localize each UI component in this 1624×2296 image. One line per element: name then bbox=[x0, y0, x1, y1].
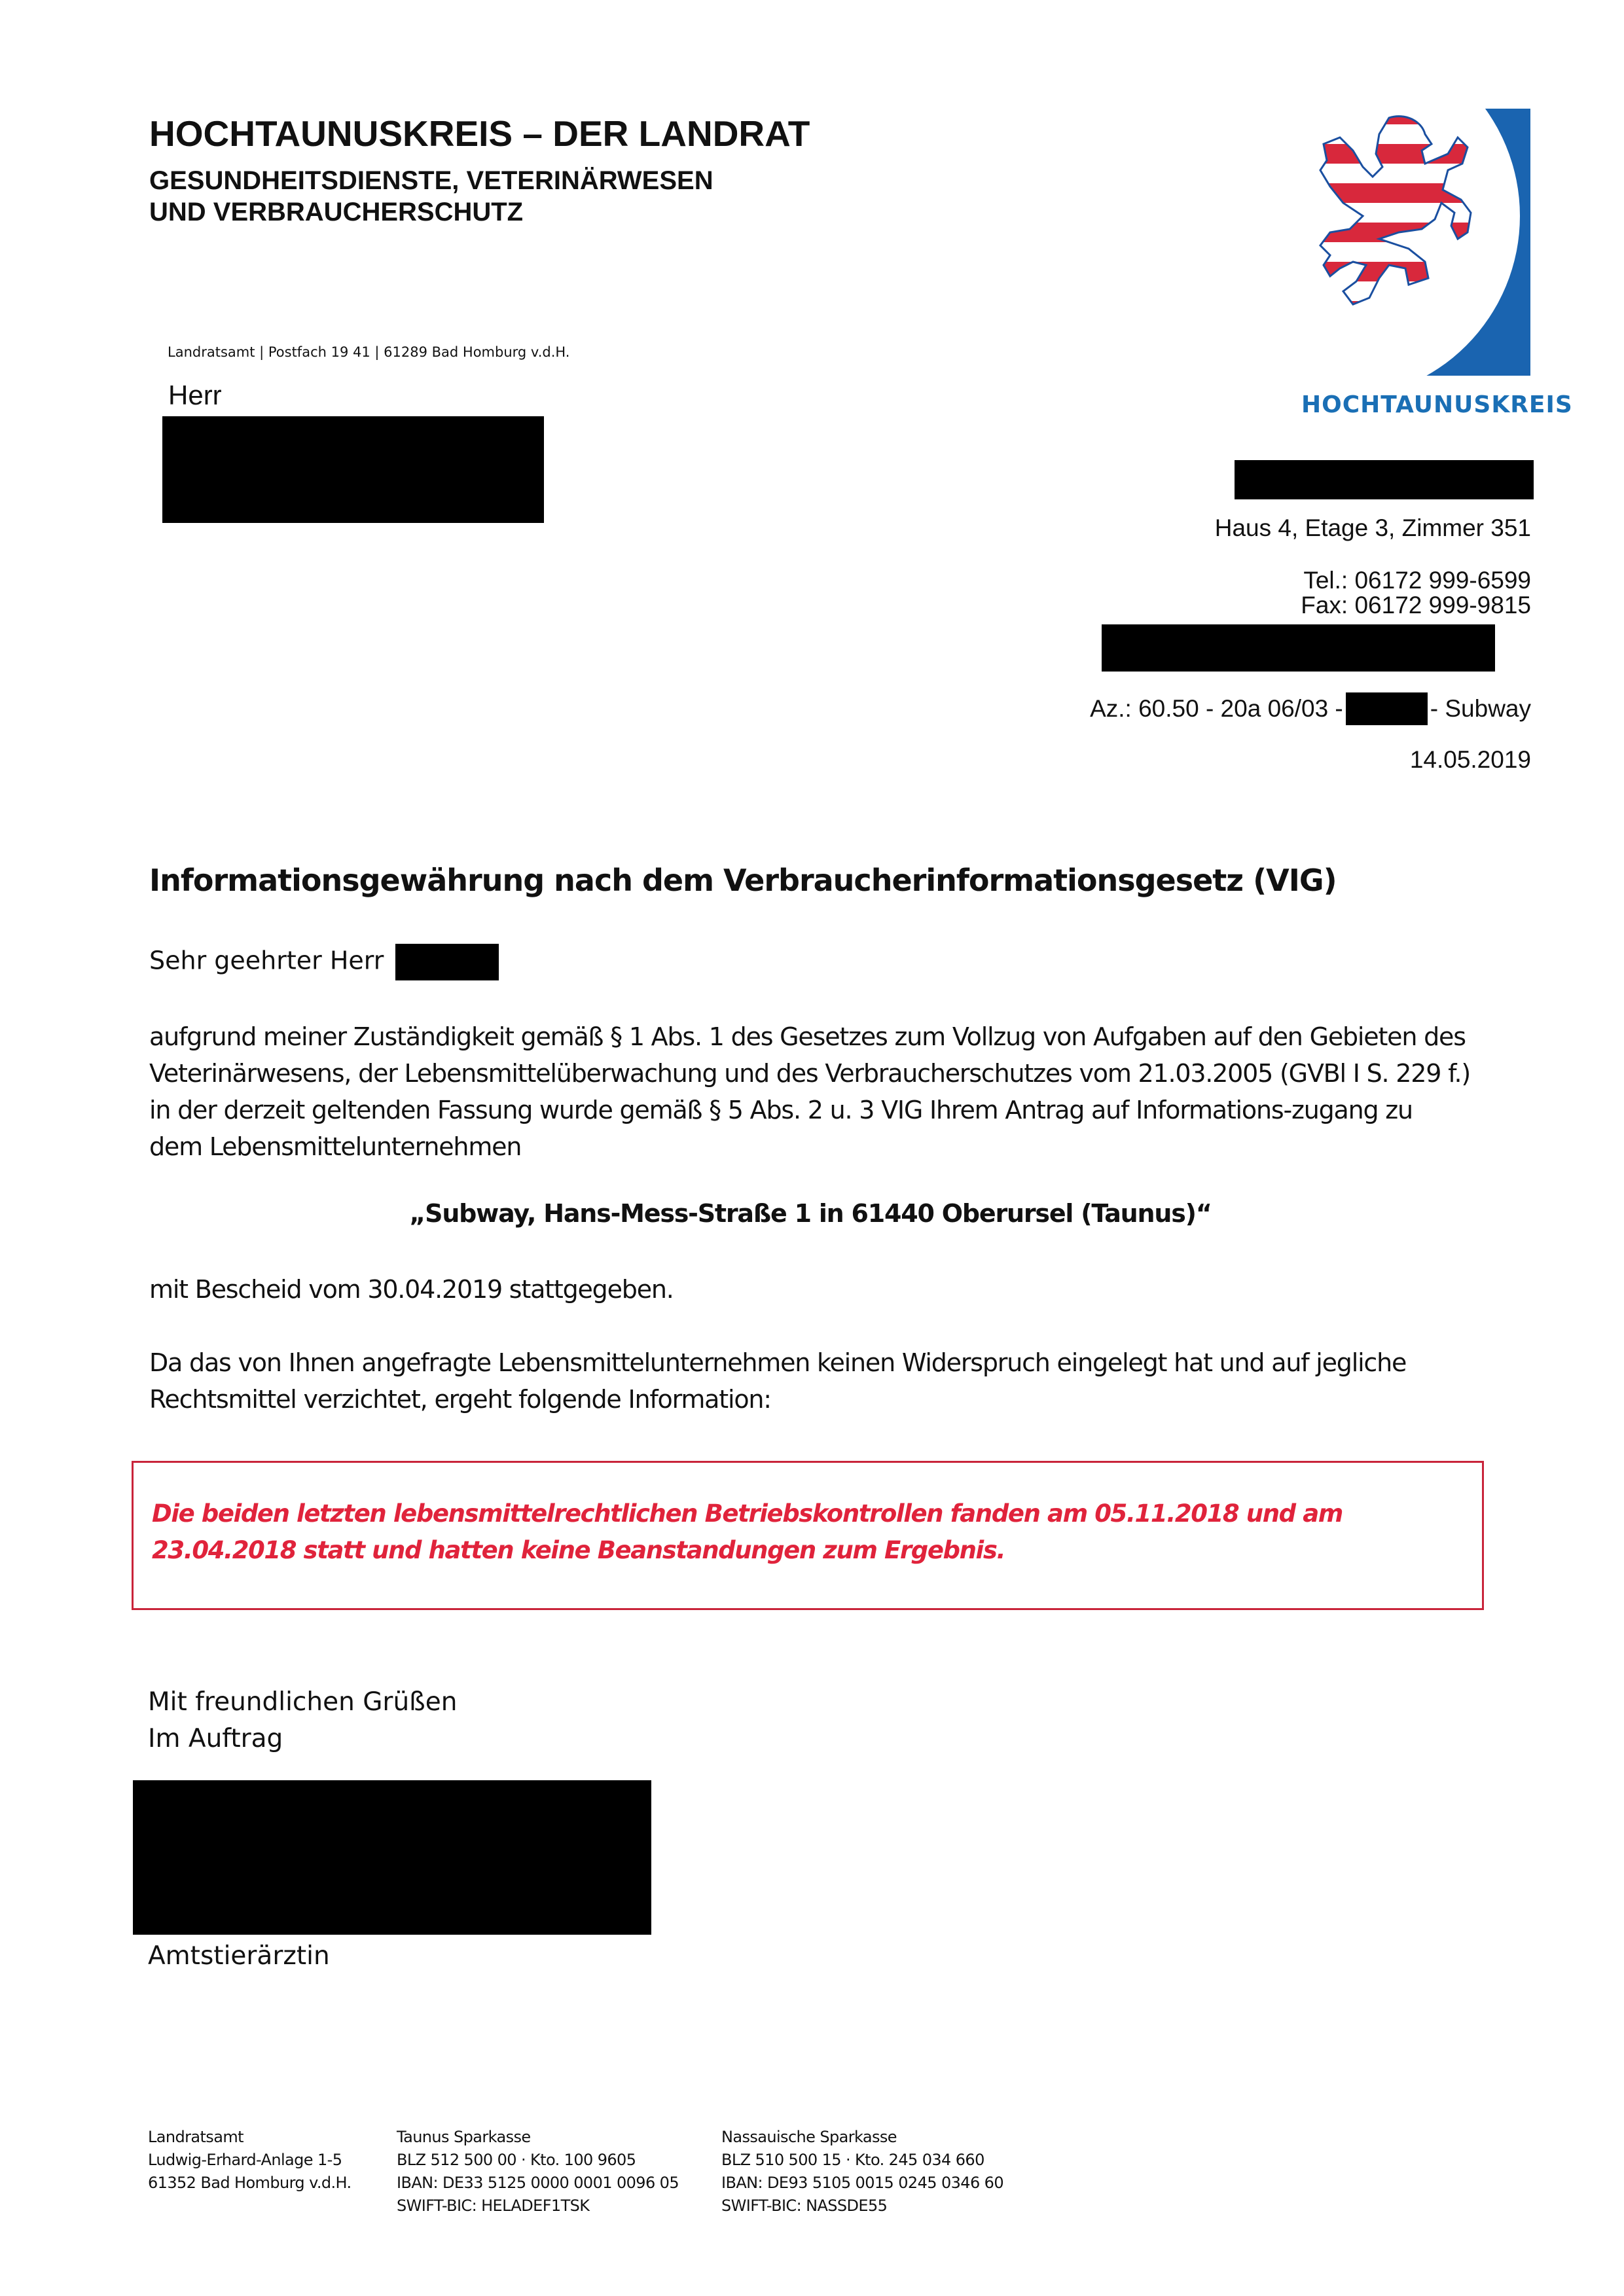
logo-wordmark: HOCHTAUNUSKREIS bbox=[1301, 391, 1573, 418]
lion-crest-icon bbox=[1291, 105, 1540, 380]
footer-address-line: Ludwig-Erhard-Anlage 1-5 bbox=[148, 2151, 342, 2169]
letterhead-subtitle-line1: GESUNDHEITSDIENSTE, VETERINÄRWESEN bbox=[149, 166, 713, 195]
footer-bank-line: SWIFT-BIC: HELADEF1TSK bbox=[397, 2197, 590, 2215]
signature-redaction bbox=[133, 1780, 651, 1935]
footer-address bbox=[148, 2126, 352, 2195]
reference-number bbox=[1090, 692, 1531, 725]
closing-on-behalf: Im Auftrag bbox=[148, 1724, 283, 1753]
sender-name-redaction bbox=[1235, 460, 1534, 499]
telephone-number: Tel.: 06172 999-6599 bbox=[1303, 567, 1531, 594]
return-address: Landratsamt | Postfach 19 41 | 61289 Bad Homburg v.d.H. bbox=[168, 344, 570, 360]
reference-redaction bbox=[1346, 692, 1428, 725]
footer-address-line: 61352 Bad Homburg v.d.H. bbox=[148, 2174, 352, 2192]
footer-bank-line: BLZ 510 500 15 · Kto. 245 034 660 bbox=[721, 2151, 984, 2169]
inspection-result-text: Die beiden letzten lebensmittelrechtlichen Betriebskontrollen fanden am 05.11.2018 und am 23.04.2018 statt und hatten keine Beanstandungen zum Ergebnis. bbox=[152, 1499, 1343, 1564]
letter-subject: Informationsgewährung nach dem Verbraucherinformationsgesetz (VIG) bbox=[149, 863, 1337, 898]
inspection-result-box bbox=[132, 1461, 1484, 1610]
reference-prefix: Az.: 60.50 - 20a 06/03 - bbox=[1090, 695, 1343, 722]
letterhead-subtitle-line2: UND VERBRAUCHERSCHUTZ bbox=[149, 198, 524, 226]
greeting-text: Sehr geehrter Herr bbox=[149, 946, 384, 975]
hochtaunuskreis-logo bbox=[1291, 105, 1540, 380]
footer-bank-line: BLZ 512 500 00 · Kto. 100 9605 bbox=[397, 2151, 636, 2169]
recipient-address-redaction bbox=[162, 416, 544, 523]
closing-regards: Mit freundlichen Grüßen bbox=[148, 1687, 458, 1717]
recipient-salutation: Herr bbox=[168, 380, 222, 410]
letter-date: 14.05.2019 bbox=[1409, 746, 1531, 773]
paragraph-no-objection: Da das von Ihnen angefragte Lebensmittelunternehmen keinen Widerspruch eingelegt hat und auf jegliche Rechtsmittel verzichtet, ergeht folgende Information: bbox=[149, 1348, 1407, 1414]
footer-bank-line: IBAN: DE93 5105 0015 0245 0346 60 bbox=[721, 2174, 1004, 2192]
footer-bank-line: SWIFT-BIC: NASSDE55 bbox=[721, 2197, 888, 2215]
letterhead-title: HOCHTAUNUSKREIS – DER LANDRAT bbox=[149, 113, 810, 154]
footer-bank-line: Nassauische Sparkasse bbox=[721, 2128, 897, 2146]
paragraph-decision: mit Bescheid vom 30.04.2019 stattgegeben. bbox=[149, 1275, 674, 1304]
footer-bank-taunus bbox=[397, 2126, 679, 2217]
letter-greeting bbox=[149, 944, 499, 980]
greeting-name-redaction bbox=[395, 944, 499, 980]
office-location: Haus 4, Etage 3, Zimmer 351 bbox=[1214, 514, 1531, 541]
letterhead-subtitle bbox=[149, 165, 713, 228]
reference-suffix: - Subway bbox=[1430, 695, 1531, 722]
footer-bank-line: IBAN: DE33 5125 0000 0001 0096 05 bbox=[397, 2174, 679, 2192]
business-name-address: „Subway, Hans-Mess-Straße 1 in 61440 Oberursel (Taunus)“ bbox=[409, 1199, 1212, 1228]
email-redaction bbox=[1102, 624, 1495, 672]
paragraph-legal-basis: aufgrund meiner Zuständigkeit gemäß § 1 Abs. 1 des Gesetzes zum Vollzug von Aufgaben auf den Gebieten des Veterinärwesens, der Lebensmittelüberwachung und des Verbraucherschutzes vom 21.03.2005 (GVBl I S. 229 f.) in der derzeit geltenden Fassung wurde gemäß § 5 Abs. 2 u. 3 VIG Ihrem Antrag auf Informations-zugang zu dem Lebensmittelunternehmen bbox=[149, 1022, 1471, 1161]
signer-title: Amtstierärztin bbox=[148, 1941, 330, 1971]
footer-address-line: Landratsamt bbox=[148, 2128, 244, 2146]
fax-number: Fax: 06172 999-9815 bbox=[1301, 592, 1531, 619]
footer-bank-line: Taunus Sparkasse bbox=[397, 2128, 531, 2146]
footer-bank-nassau bbox=[721, 2126, 1003, 2217]
